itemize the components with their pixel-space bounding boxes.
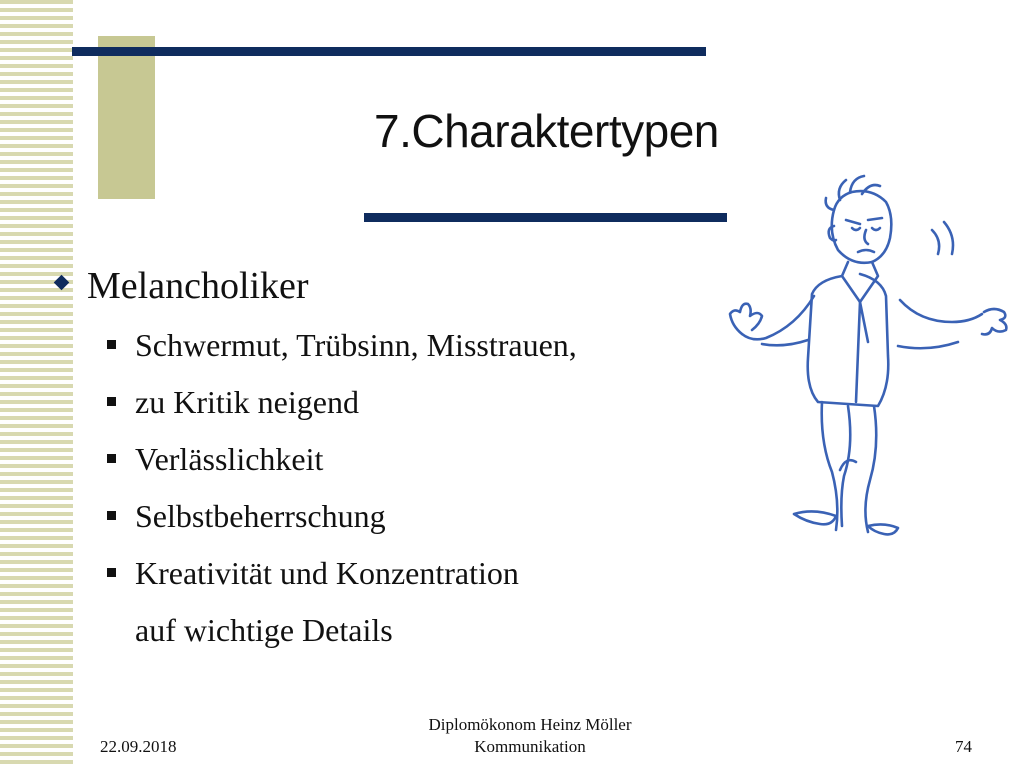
heading-bullet-item <box>56 264 309 308</box>
list-item <box>107 498 386 535</box>
list-item-continuation: auf wichtige Details <box>135 612 393 648</box>
footer-center <box>380 714 680 758</box>
list-item <box>107 384 359 421</box>
footer-author: Diplomökonom Heinz Möller <box>428 715 632 734</box>
list-item <box>107 555 519 592</box>
list-item <box>107 441 323 478</box>
square-bullet-icon <box>107 340 116 349</box>
list-item <box>107 327 577 364</box>
square-bullet-icon <box>107 397 116 406</box>
list-item-text: Schwermut, Trübsinn, Misstrauen, <box>135 327 577 363</box>
heading-text: Melancholiker <box>87 265 309 307</box>
list-item-text: Selbstbeherrschung <box>135 498 386 534</box>
square-bullet-icon <box>107 568 116 577</box>
melancholic-man-illustration <box>722 170 1012 550</box>
square-bullet-icon <box>107 511 116 520</box>
list-item-text: Kreativität und Konzentration <box>135 555 519 591</box>
decorative-stripes <box>0 0 73 768</box>
list-item-text: zu Kritik neigend <box>135 384 359 420</box>
title-accent-block <box>98 36 155 199</box>
square-bullet-icon <box>107 454 116 463</box>
footer-date: 22.09.2018 <box>100 737 177 756</box>
footer-topic: Kommunikation <box>474 737 586 756</box>
title-rule-top <box>72 47 706 56</box>
slide-title: 7.Charaktertypen <box>374 105 719 157</box>
list-item-text: Verlässlichkeit <box>135 441 324 477</box>
page-number: 74 <box>955 737 972 756</box>
title-rule-bottom <box>364 213 727 222</box>
diamond-bullet-icon <box>54 275 70 291</box>
